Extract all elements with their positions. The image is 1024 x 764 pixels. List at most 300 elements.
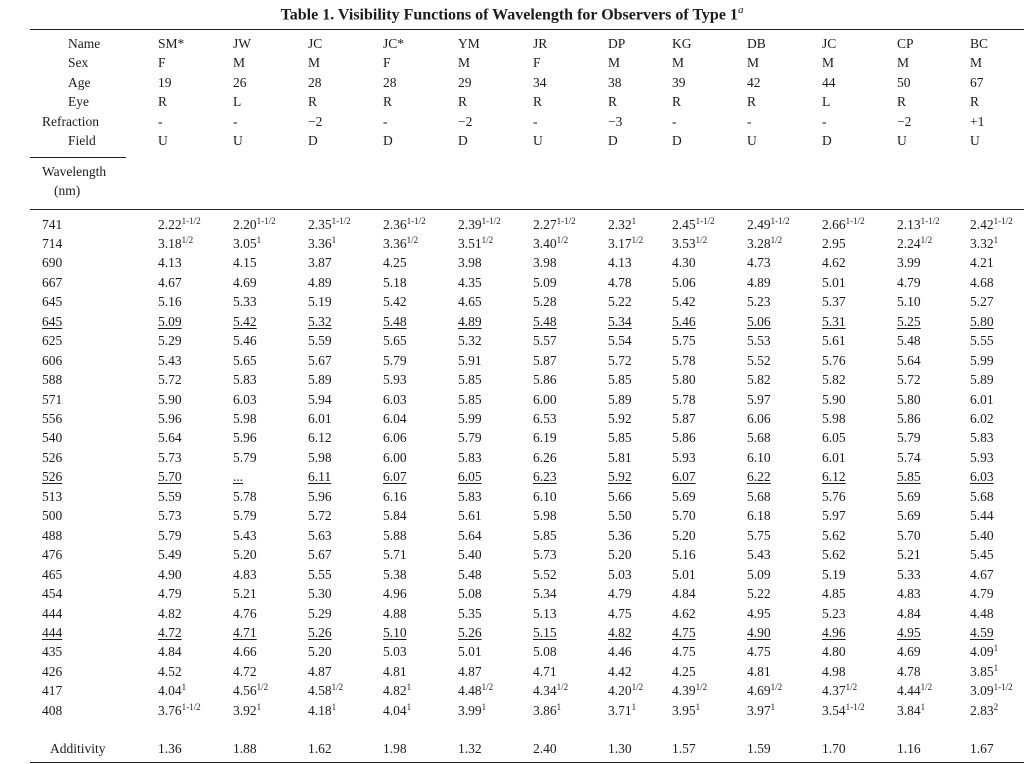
table-cell: 4.67 bbox=[158, 274, 182, 290]
table-cell: 5.68 bbox=[970, 488, 994, 504]
table-cell: 5.89 bbox=[970, 372, 994, 388]
table-cell: 5.82 bbox=[747, 372, 771, 388]
table-cell: $2.20^{1-1/2}$ bbox=[233, 215, 276, 232]
table-cell: 6.26 bbox=[533, 449, 557, 465]
observer-name: DP bbox=[608, 36, 626, 51]
table-cell: 4.18$^1$ bbox=[308, 701, 337, 718]
observer-name: CP bbox=[897, 36, 914, 51]
observer-refraction: - bbox=[158, 113, 163, 129]
table-cell: 5.35 bbox=[458, 605, 482, 621]
table-cell: 4.82$^1$ bbox=[383, 682, 412, 699]
table-cell: 5.85 bbox=[897, 469, 921, 485]
table-cell: 4.65 bbox=[458, 294, 482, 310]
table-cell: 5.99 bbox=[970, 352, 994, 368]
table-cell: 5.76 bbox=[822, 488, 846, 504]
table-cell: 5.97 bbox=[822, 508, 846, 524]
table-cell: 5.64 bbox=[158, 430, 182, 446]
table-cell: 5.03 bbox=[608, 566, 632, 582]
wavelength-value: 526 bbox=[42, 449, 63, 465]
table-cell: 6.01 bbox=[308, 411, 332, 426]
table-cell: $3.36^{1/2}$ bbox=[383, 234, 419, 251]
table-cell: 4.79 bbox=[608, 586, 632, 602]
observer-age: 39 bbox=[672, 74, 686, 90]
table-cell: 5.91 bbox=[458, 352, 482, 368]
table-cell: 5.01 bbox=[822, 274, 846, 290]
observer-age: 38 bbox=[608, 74, 622, 90]
table-cell: 5.73 bbox=[158, 449, 182, 465]
table-cell: 5.20 bbox=[233, 547, 257, 563]
table-cell: 6.12 bbox=[822, 469, 846, 485]
table-cell: 5.65 bbox=[383, 333, 407, 349]
wavelength-value: 556 bbox=[42, 411, 63, 426]
observer-eye: R bbox=[158, 94, 168, 110]
table-cell: 5.06 bbox=[672, 274, 696, 290]
observer-eye: R bbox=[970, 94, 980, 110]
table-cell: 5.42 bbox=[233, 313, 257, 329]
observer-name: DB bbox=[747, 36, 766, 51]
table-cell: 4.13 bbox=[158, 255, 182, 271]
observer-eye: R bbox=[672, 94, 682, 110]
table-cell: 5.09 bbox=[158, 313, 182, 329]
table-cell: 5.21 bbox=[233, 586, 257, 602]
observer-sex: M bbox=[608, 55, 621, 71]
table-cell: 5.29 bbox=[308, 605, 332, 621]
table-cell: $4.44^{1/2}$ bbox=[897, 682, 933, 699]
table-cell: 4.83 bbox=[233, 566, 257, 582]
observer-field: D bbox=[822, 133, 832, 148]
observer-age: 19 bbox=[158, 74, 172, 90]
table-cell: 5.85 bbox=[608, 372, 632, 388]
table-cell: 5.20 bbox=[308, 644, 332, 660]
table-cell: 5.22 bbox=[747, 586, 771, 602]
table-cell: 5.89 bbox=[608, 391, 632, 407]
observer-refraction: - bbox=[233, 113, 238, 129]
table-cell: 5.09 bbox=[747, 566, 771, 582]
table-cell: 4.75 bbox=[672, 644, 696, 660]
observer-age: 44 bbox=[822, 74, 836, 90]
observer-sex: M bbox=[672, 55, 685, 71]
table-cell: 5.98 bbox=[533, 508, 557, 524]
table-cell: 4.72 bbox=[233, 663, 257, 679]
table-cell: 5.28 bbox=[533, 294, 557, 310]
table-cell: 6.02 bbox=[970, 411, 994, 426]
table-cell: 4.04$^1$ bbox=[383, 701, 412, 718]
table-cell: 5.22 bbox=[608, 294, 632, 310]
table-cell: 5.34 bbox=[608, 313, 632, 329]
table-cell: 4.71 bbox=[533, 663, 557, 679]
table-cell: 5.64 bbox=[458, 527, 482, 543]
table-cell: 5.72 bbox=[897, 372, 921, 388]
table-cell: 5.74 bbox=[897, 449, 921, 465]
observer-field: D bbox=[608, 133, 618, 148]
table-cell: 5.27 bbox=[970, 294, 994, 310]
table-cell: 5.96 bbox=[308, 488, 332, 504]
header-label-eye: Eye bbox=[68, 94, 89, 110]
table-cell: 4.79 bbox=[970, 586, 994, 602]
table-cell: 4.66 bbox=[233, 644, 257, 660]
table-cell: 5.26 bbox=[458, 624, 482, 640]
table-cell: 6.03 bbox=[233, 391, 257, 407]
table-cell: $3.17^{1/2}$ bbox=[608, 234, 644, 251]
table-cell: 5.69 bbox=[897, 488, 921, 504]
table-cell: $4.48^{1/2}$ bbox=[458, 682, 494, 699]
table-cell: 5.93 bbox=[383, 372, 407, 388]
observer-age: 34 bbox=[533, 74, 547, 90]
table-cell: 4.67 bbox=[970, 566, 994, 582]
table-cell: 6.07 bbox=[672, 469, 696, 485]
table-cell: 5.18 bbox=[383, 274, 407, 290]
additivity-value: 1.59 bbox=[747, 741, 771, 756]
table-cell: 5.10 bbox=[383, 624, 407, 640]
wavelength-value: 571 bbox=[42, 391, 63, 407]
table-cell: 6.06 bbox=[383, 430, 407, 446]
table-cell: 6.11 bbox=[308, 469, 332, 485]
wavelength-value: 625 bbox=[42, 333, 63, 349]
observer-refraction: - bbox=[747, 113, 752, 129]
observer-name: YM bbox=[458, 36, 480, 51]
table-cell: 3.98 bbox=[458, 255, 482, 271]
table-cell: 4.75 bbox=[608, 605, 632, 621]
table-cell: 4.83 bbox=[897, 586, 921, 602]
wavelength-value: 408 bbox=[42, 702, 63, 718]
table-cell: 5.75 bbox=[672, 333, 696, 349]
table-cell: 5.55 bbox=[308, 566, 332, 582]
table-cell: 4.15 bbox=[233, 255, 257, 271]
table-cell: 5.64 bbox=[897, 352, 921, 368]
table-cell: 5.86 bbox=[897, 411, 921, 426]
table-cell: 5.79 bbox=[233, 449, 257, 465]
table-cell: 6.07 bbox=[383, 469, 407, 485]
observer-age: 28 bbox=[308, 74, 322, 90]
table-cell: 4.81 bbox=[747, 663, 771, 679]
table-cell: $2.24^{1/2}$ bbox=[897, 234, 933, 251]
table-cell: $3.18^{1/2}$ bbox=[158, 234, 194, 251]
table-cell: $3.54^{1-1/2}$ bbox=[822, 701, 865, 718]
table-cell: 5.87 bbox=[533, 352, 557, 368]
table-cell: 2.32$^1$ bbox=[608, 215, 637, 232]
table-cell: $4.37^{1/2}$ bbox=[822, 682, 858, 699]
table-cell: 5.13 bbox=[533, 605, 557, 621]
additivity-value: 1.30 bbox=[608, 741, 632, 756]
table-cell: $4.20^{1/2}$ bbox=[608, 682, 644, 699]
table-cell: $2.27^{1-1/2}$ bbox=[533, 215, 576, 232]
table-cell: 4.59 bbox=[970, 624, 994, 640]
table-cell: 5.30 bbox=[308, 586, 332, 602]
wavelength-value: 417 bbox=[42, 683, 63, 699]
table-cell: 6.01 bbox=[970, 391, 994, 407]
table-cell: 5.66 bbox=[608, 488, 632, 504]
table-cell: 5.36 bbox=[608, 527, 632, 543]
observer-field: U bbox=[970, 133, 980, 148]
table-cell: 5.72 bbox=[158, 372, 182, 388]
table-cell: 5.43 bbox=[158, 352, 182, 368]
table-cell: 5.80 bbox=[897, 391, 921, 407]
observer-field: U bbox=[897, 133, 907, 148]
table-cell: 5.53 bbox=[747, 333, 771, 349]
table-cell: 6.00 bbox=[383, 449, 407, 465]
additivity-value: 1.62 bbox=[308, 741, 332, 756]
table-cell: 4.98 bbox=[822, 663, 846, 679]
table-cell: 2.95 bbox=[822, 235, 846, 251]
table-cell: 5.80 bbox=[970, 313, 994, 329]
table-cell: 5.57 bbox=[533, 333, 557, 349]
table-cell: 5.72 bbox=[608, 352, 632, 368]
table-cell: 6.18 bbox=[747, 508, 771, 524]
table-cell: 4.75 bbox=[672, 624, 696, 640]
table-cell: 5.85 bbox=[458, 372, 482, 388]
table-cell: ... bbox=[233, 469, 244, 485]
header-label-sex: Sex bbox=[68, 55, 89, 71]
wavelength-value: 714 bbox=[42, 235, 63, 251]
wavelength-value: 645 bbox=[42, 313, 63, 329]
table-cell: 5.59 bbox=[158, 488, 182, 504]
table-cell: 5.23 bbox=[747, 294, 771, 310]
observer-sex: F bbox=[158, 55, 166, 71]
table-cell: 4.85 bbox=[822, 586, 846, 602]
table-title bbox=[0, 4, 1024, 24]
table-cell: 5.31 bbox=[822, 313, 846, 329]
table-cell: 5.65 bbox=[233, 352, 257, 368]
table-cell: 5.23 bbox=[822, 605, 846, 621]
table-cell: 5.32 bbox=[458, 333, 482, 349]
table-cell: 5.45 bbox=[970, 547, 994, 563]
table-cell: 3.05$^1$ bbox=[233, 234, 262, 251]
table-cell: 5.46 bbox=[233, 333, 257, 349]
observer-sex: M bbox=[747, 55, 760, 71]
table-cell: 4.88 bbox=[383, 605, 407, 621]
table-cell: 4.84 bbox=[158, 644, 182, 660]
table-cell: 5.10 bbox=[897, 294, 921, 310]
wavelength-value: 444 bbox=[42, 605, 63, 621]
observer-field: U bbox=[158, 133, 168, 148]
wavelength-value: 426 bbox=[42, 663, 63, 679]
table-cell: 5.70 bbox=[672, 508, 696, 524]
table-cell: 4.69 bbox=[233, 274, 257, 290]
table-cell: 5.87 bbox=[672, 411, 696, 426]
table-cell: 4.21 bbox=[970, 255, 994, 271]
observer-eye: L bbox=[822, 94, 831, 110]
table-cell: 5.93 bbox=[672, 449, 696, 465]
table-cell: 5.52 bbox=[533, 566, 557, 582]
table-cell: 5.84 bbox=[383, 508, 407, 524]
additivity-value: 1.16 bbox=[897, 741, 921, 756]
table-cell: $3.51^{1/2}$ bbox=[458, 234, 494, 251]
table-cell: 3.85$^1$ bbox=[970, 662, 999, 679]
table-cell: 5.69 bbox=[672, 488, 696, 504]
table-cell: 5.50 bbox=[608, 508, 632, 524]
table-cell: 4.87 bbox=[458, 663, 482, 679]
table-cell: 4.78 bbox=[608, 274, 632, 290]
table-cell: 6.23 bbox=[533, 469, 557, 485]
additivity-value: 1.98 bbox=[383, 741, 407, 756]
observer-age: 29 bbox=[458, 74, 472, 90]
table-cell: 5.48 bbox=[383, 313, 407, 329]
table-cell: 5.83 bbox=[458, 449, 482, 465]
table-cell: 3.92$^1$ bbox=[233, 701, 262, 718]
table-cell: 4.30 bbox=[672, 255, 696, 271]
table-cell: $2.66^{1-1/2}$ bbox=[822, 215, 865, 232]
table-cell: 5.32 bbox=[308, 313, 332, 329]
table-cell: 5.97 bbox=[747, 391, 771, 407]
observer-field: D bbox=[672, 133, 682, 148]
table-cell: 5.46 bbox=[672, 313, 696, 329]
observer-eye: R bbox=[897, 94, 907, 110]
additivity-value: 1.67 bbox=[970, 741, 994, 756]
table-cell: 3.71$^1$ bbox=[608, 701, 637, 718]
table-cell: $2.39^{1-1/2}$ bbox=[458, 215, 501, 232]
observer-name: JR bbox=[533, 36, 548, 51]
table-cell: 5.90 bbox=[158, 391, 182, 407]
observer-sex: M bbox=[233, 55, 246, 71]
table-cell: 5.48 bbox=[533, 313, 557, 329]
table-cell: 3.99 bbox=[897, 255, 921, 271]
table-cell: 3.87 bbox=[308, 255, 332, 271]
table-cell: 4.25 bbox=[383, 255, 407, 271]
table-cell: 4.13 bbox=[608, 255, 632, 271]
table-cell: 4.89 bbox=[458, 313, 482, 329]
table-cell: 5.71 bbox=[383, 547, 407, 563]
table-cell: 4.68 bbox=[970, 274, 994, 290]
table-cell: 6.19 bbox=[533, 430, 557, 446]
observer-sex: M bbox=[458, 55, 471, 71]
wavelength-value: 500 bbox=[42, 508, 63, 524]
table-cell: $3.40^{1/2}$ bbox=[533, 234, 569, 251]
wavelength-value: 540 bbox=[42, 430, 63, 446]
observer-refraction: - bbox=[533, 113, 538, 129]
observer-field: D bbox=[308, 133, 318, 148]
table-cell: 5.79 bbox=[383, 352, 407, 368]
table-cell: 5.33 bbox=[233, 294, 257, 310]
table-title-text: Table 1. Visibility Functions of Wavelength for Observers of Type 1 bbox=[280, 6, 738, 24]
table-cell: $4.69^{1/2}$ bbox=[747, 682, 783, 699]
table-cell: 4.82 bbox=[608, 624, 632, 640]
wavelength-value: 488 bbox=[42, 527, 63, 543]
table-cell: 5.86 bbox=[672, 430, 696, 446]
observer-name: JC* bbox=[383, 36, 405, 51]
table-cell: $2.42^{1-1/2}$ bbox=[970, 215, 1013, 232]
table-cell: 5.80 bbox=[672, 372, 696, 388]
table-cell: $2.13^{1-1/2}$ bbox=[897, 215, 940, 232]
observer-name: JC bbox=[308, 36, 323, 51]
table-cell: 5.79 bbox=[158, 527, 182, 543]
table-cell: 5.72 bbox=[308, 508, 332, 524]
observer-name: KG bbox=[672, 36, 692, 51]
observer-eye: R bbox=[383, 94, 393, 110]
table-cell: 5.55 bbox=[970, 333, 994, 349]
table-cell: 5.54 bbox=[608, 333, 632, 349]
table-cell: 6.12 bbox=[308, 430, 332, 446]
table-cell: 4.84 bbox=[672, 586, 696, 602]
table-cell: 5.40 bbox=[458, 547, 482, 563]
table-cell: 5.34 bbox=[533, 586, 557, 602]
table-cell: 6.00 bbox=[533, 391, 557, 407]
wavelength-value: 444 bbox=[42, 624, 63, 640]
table-cell: 5.08 bbox=[458, 586, 482, 602]
header-label-field: Field bbox=[68, 133, 96, 148]
table-cell: 5.37 bbox=[822, 294, 846, 310]
observer-sex: F bbox=[383, 55, 391, 71]
table-cell: $4.34^{1/2}$ bbox=[533, 682, 569, 699]
observer-field: U bbox=[233, 133, 243, 148]
table-cell: 4.96 bbox=[822, 624, 846, 640]
wavelength-value: 435 bbox=[42, 644, 63, 660]
table-cell: $3.53^{1/2}$ bbox=[672, 234, 708, 251]
observer-name: SM* bbox=[158, 36, 185, 51]
table-cell: $4.56^{1/2}$ bbox=[233, 682, 269, 699]
title-footnote-marker: a bbox=[737, 4, 744, 16]
table-cell: 4.79 bbox=[897, 274, 921, 290]
table-cell: 5.85 bbox=[533, 527, 557, 543]
table-cell: $2.35^{1-1/2}$ bbox=[308, 215, 351, 232]
table-cell: 4.79 bbox=[158, 586, 182, 602]
observer-refraction: −2 bbox=[308, 113, 323, 129]
table-cell: 5.59 bbox=[308, 333, 332, 349]
table-cell: 5.01 bbox=[458, 644, 482, 660]
table-cell: 5.42 bbox=[672, 294, 696, 310]
table-cell: 4.76 bbox=[233, 605, 257, 621]
table-cell: 3.36$^1$ bbox=[308, 234, 337, 251]
table-cell: 4.84 bbox=[897, 605, 921, 621]
observer-name: JC bbox=[822, 36, 837, 51]
table-cell: 5.33 bbox=[897, 566, 921, 582]
header-label-name: Name bbox=[68, 36, 101, 51]
table-cell: 5.03 bbox=[383, 644, 407, 660]
table-cell: 5.98 bbox=[308, 449, 332, 465]
table-cell: 5.21 bbox=[897, 547, 921, 563]
table-cell: 5.96 bbox=[158, 411, 182, 426]
table-cell: 4.81 bbox=[383, 663, 407, 679]
observer-refraction: - bbox=[383, 113, 388, 129]
table-cell: 5.76 bbox=[822, 352, 846, 368]
additivity-value: 1.57 bbox=[672, 741, 696, 756]
table-cell: 4.69 bbox=[897, 644, 921, 660]
wavelength-value: 454 bbox=[42, 586, 63, 602]
observer-sex: M bbox=[308, 55, 321, 71]
additivity-value: 1.88 bbox=[233, 741, 257, 756]
table-cell: 4.95 bbox=[747, 605, 771, 621]
table-cell: 5.79 bbox=[897, 430, 921, 446]
table-cell: 3.95$^1$ bbox=[672, 701, 701, 718]
table-cell: 5.38 bbox=[383, 566, 407, 582]
bottom-rule bbox=[30, 762, 1024, 763]
table-cell: $4.39^{1/2}$ bbox=[672, 682, 708, 699]
table-cell: 6.03 bbox=[383, 391, 407, 407]
table-cell: 5.52 bbox=[747, 352, 771, 368]
table-cell: 6.01 bbox=[822, 449, 846, 465]
table-cell: 4.80 bbox=[822, 644, 846, 660]
table-cell: 5.82 bbox=[822, 372, 846, 388]
observer-sex: M bbox=[970, 55, 983, 71]
wavelength-value: 476 bbox=[42, 547, 63, 563]
table-cell: 5.67 bbox=[308, 352, 332, 368]
table-cell: 5.70 bbox=[897, 527, 921, 543]
table-cell: 6.22 bbox=[747, 469, 771, 485]
wavelength-value: 513 bbox=[42, 488, 63, 504]
table-cell: 4.46 bbox=[608, 644, 632, 660]
table-cell: 5.79 bbox=[233, 508, 257, 524]
wavelength-value: 588 bbox=[42, 372, 63, 388]
table-cell: 5.25 bbox=[897, 313, 921, 329]
table-cell: $3.76^{1-1/2}$ bbox=[158, 701, 201, 718]
table-cell: 5.48 bbox=[458, 566, 482, 582]
wavelength-value: 690 bbox=[42, 255, 63, 271]
table-cell: 4.73 bbox=[747, 255, 771, 271]
table-cell: 5.73 bbox=[533, 547, 557, 563]
wavelength-value: 741 bbox=[42, 216, 63, 232]
wavelength-value: 645 bbox=[42, 294, 63, 310]
table-cell: 4.75 bbox=[747, 644, 771, 660]
table-cell: 4.96 bbox=[383, 586, 407, 602]
